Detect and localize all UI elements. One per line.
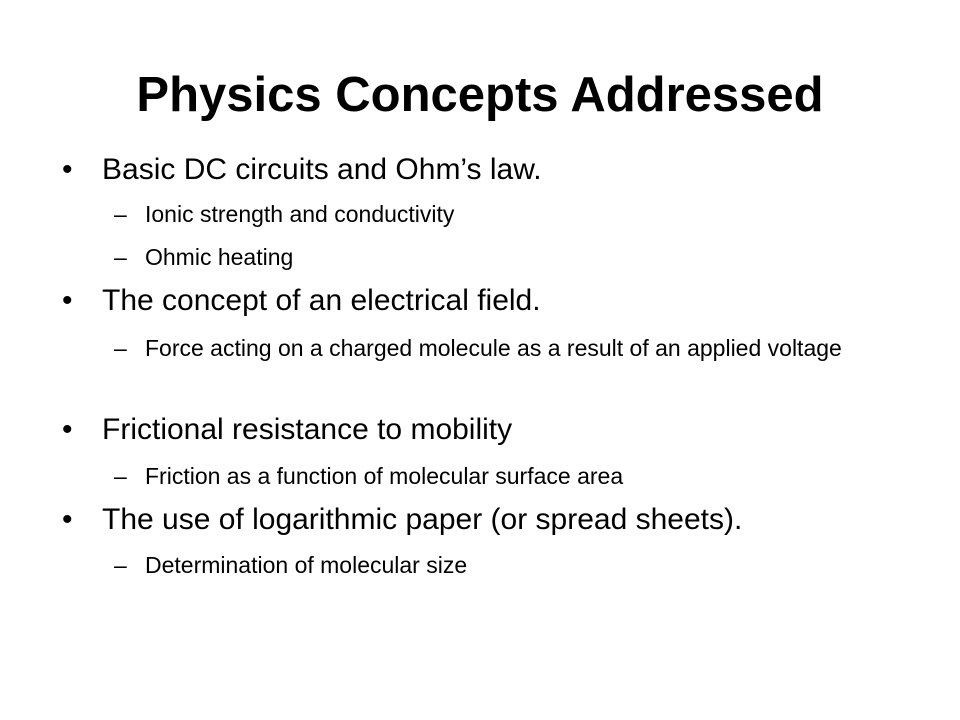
bullet-text: The concept of an electrical field. — [102, 284, 541, 317]
bullet-item — [62, 152, 942, 188]
sub-bullet-item — [114, 243, 914, 272]
sub-bullet-text: Ionic strength and conductivity — [145, 201, 455, 227]
bullet-marker: • — [62, 503, 73, 536]
bullet-marker: • — [62, 284, 73, 317]
sub-bullet-marker: – — [114, 201, 127, 227]
bullet-marker: • — [62, 413, 73, 446]
sub-bullet-marker: – — [114, 463, 127, 489]
sub-bullet-text: Determination of molecular size — [145, 552, 468, 578]
bullet-item — [62, 283, 942, 319]
sub-bullet-item — [114, 462, 914, 491]
sub-bullet-marker: – — [114, 335, 127, 361]
sub-bullet-marker: – — [114, 244, 127, 270]
sub-bullet-text: Ohmic heating — [145, 244, 294, 270]
slide-title: Physics Concepts Addressed — [136, 68, 824, 122]
bullet-text: The use of logarithmic paper (or spread sheets). — [102, 503, 743, 536]
bullet-item — [62, 502, 942, 538]
bullet-text: Basic DC circuits and Ohm’s law. — [102, 153, 542, 186]
bullet-item — [62, 412, 942, 448]
sub-bullet-text: Force acting on a charged molecule as a result of an applied voltage — [145, 335, 842, 361]
bullet-marker: • — [62, 153, 73, 186]
sub-bullet-text: Friction as a function of molecular surface area — [145, 463, 624, 489]
bullet-text: Frictional resistance to mobility — [102, 413, 513, 446]
sub-bullet-item — [114, 200, 914, 229]
sub-bullet-item — [114, 551, 914, 580]
sub-bullet-marker: – — [114, 552, 127, 578]
sub-bullet-item — [114, 334, 914, 363]
